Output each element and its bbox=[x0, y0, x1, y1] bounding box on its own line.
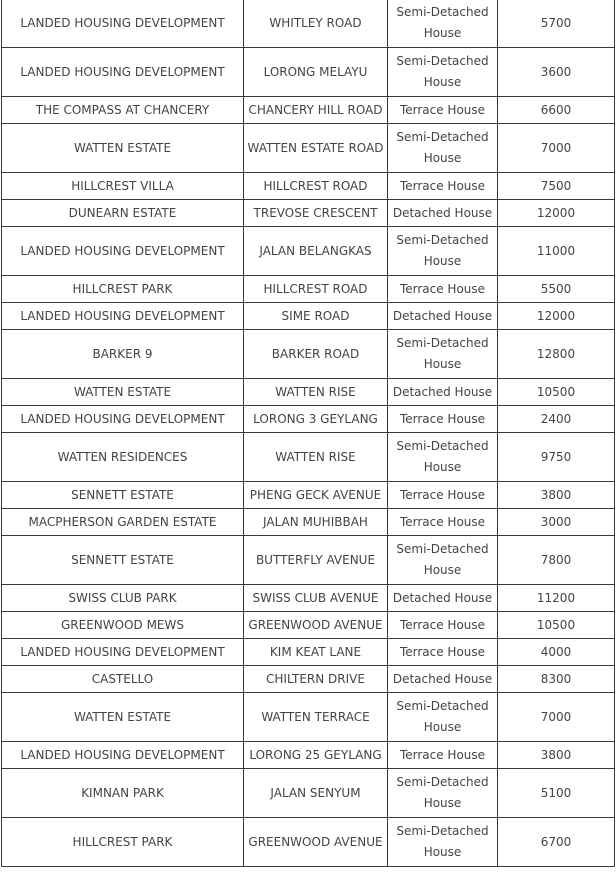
project-name-cell: HILLCREST PARK bbox=[2, 818, 244, 867]
land-area-cell: 5100 bbox=[498, 769, 615, 818]
property-type-cell bbox=[388, 639, 498, 666]
table-row bbox=[2, 509, 615, 536]
property-type-line: Terrace House bbox=[399, 487, 486, 502]
project-name-cell: DUNEARN ESTATE bbox=[2, 200, 244, 227]
property-type-cell bbox=[388, 303, 498, 330]
street-name-cell: LORONG 3 GEYLANG bbox=[244, 406, 388, 433]
table-row bbox=[2, 227, 615, 276]
project-name-cell: THE COMPASS AT CHANCERY bbox=[2, 97, 244, 124]
property-type-cell bbox=[388, 742, 498, 769]
property-type-cell bbox=[388, 693, 498, 742]
street-name-cell: HILLCREST ROAD bbox=[244, 276, 388, 303]
project-name-cell: LANDED HOUSING DEVELOPMENT bbox=[2, 48, 244, 97]
street-name-cell: HILLCREST ROAD bbox=[244, 173, 388, 200]
property-type-line: House bbox=[423, 720, 462, 734]
property-type-line: Semi-Detached bbox=[396, 542, 489, 556]
property-type-cell bbox=[388, 585, 498, 612]
property-type-line: House bbox=[423, 75, 462, 89]
project-name-cell: GREENWOOD MEWS bbox=[2, 612, 244, 639]
project-name-cell: LANDED HOUSING DEVELOPMENT bbox=[2, 742, 244, 769]
project-name-cell: BARKER 9 bbox=[2, 330, 244, 379]
property-type-line: Terrace House bbox=[399, 617, 486, 632]
table-row bbox=[2, 693, 615, 742]
street-name-cell: JALAN SENYUM bbox=[244, 769, 388, 818]
land-area-cell: 9750 bbox=[498, 433, 615, 482]
property-type-cell bbox=[388, 482, 498, 509]
property-type-cell bbox=[388, 612, 498, 639]
property-type-line: Semi-Detached bbox=[396, 233, 489, 247]
street-name-cell: WATTEN TERRACE bbox=[244, 693, 388, 742]
table-row bbox=[2, 666, 615, 693]
property-type-cell bbox=[388, 227, 498, 276]
land-area-cell: 6700 bbox=[498, 818, 615, 867]
land-area-cell: 12800 bbox=[498, 330, 615, 379]
property-type-line: Semi-Detached bbox=[396, 336, 489, 350]
street-name-cell: PHENG GECK AVENUE bbox=[244, 482, 388, 509]
property-table bbox=[1, 0, 615, 867]
property-type-cell bbox=[388, 48, 498, 97]
land-area-cell: 3800 bbox=[498, 742, 615, 769]
table-row bbox=[2, 639, 615, 666]
table-row bbox=[2, 406, 615, 433]
property-type-line: Detached House bbox=[392, 205, 493, 220]
street-name-cell: KIM KEAT LANE bbox=[244, 639, 388, 666]
property-type-line: House bbox=[423, 26, 462, 40]
property-type-cell bbox=[388, 769, 498, 818]
property-type-line: House bbox=[423, 460, 462, 474]
land-area-cell: 10500 bbox=[498, 379, 615, 406]
project-name-cell: CASTELLO bbox=[2, 666, 244, 693]
land-area-cell: 7800 bbox=[498, 536, 615, 585]
project-name-cell: MACPHERSON GARDEN ESTATE bbox=[2, 509, 244, 536]
table-row bbox=[2, 769, 615, 818]
street-name-cell: BUTTERFLY AVENUE bbox=[244, 536, 388, 585]
table-row bbox=[2, 276, 615, 303]
property-type-line: Detached House bbox=[392, 671, 493, 686]
project-name-cell: LANDED HOUSING DEVELOPMENT bbox=[2, 639, 244, 666]
land-area-cell: 5700 bbox=[498, 0, 615, 48]
table-row bbox=[2, 536, 615, 585]
street-name-cell: BARKER ROAD bbox=[244, 330, 388, 379]
property-type-line: Terrace House bbox=[399, 644, 486, 659]
land-area-cell: 3000 bbox=[498, 509, 615, 536]
table-row bbox=[2, 200, 615, 227]
property-type-cell bbox=[388, 97, 498, 124]
land-area-cell: 4000 bbox=[498, 639, 615, 666]
street-name-cell: JALAN MUHIBBAH bbox=[244, 509, 388, 536]
project-name-cell: LANDED HOUSING DEVELOPMENT bbox=[2, 406, 244, 433]
table-row bbox=[2, 818, 615, 867]
project-name-cell: LANDED HOUSING DEVELOPMENT bbox=[2, 227, 244, 276]
property-type-line: House bbox=[423, 254, 462, 268]
property-type-line: Semi-Detached bbox=[396, 699, 489, 713]
property-type-cell bbox=[388, 406, 498, 433]
table-row bbox=[2, 124, 615, 173]
property-type-cell bbox=[388, 330, 498, 379]
property-type-line: Detached House bbox=[392, 384, 493, 399]
property-type-cell bbox=[388, 173, 498, 200]
property-type-line: Semi-Detached bbox=[396, 54, 489, 68]
project-name-cell: WATTEN RESIDENCES bbox=[2, 433, 244, 482]
street-name-cell: LORONG 25 GEYLANG bbox=[244, 742, 388, 769]
table-row bbox=[2, 303, 615, 330]
project-name-cell: SWISS CLUB PARK bbox=[2, 585, 244, 612]
street-name-cell: WATTEN RISE bbox=[244, 379, 388, 406]
property-type-line: Terrace House bbox=[399, 411, 486, 426]
land-area-cell: 8300 bbox=[498, 666, 615, 693]
property-type-cell bbox=[388, 124, 498, 173]
project-name-cell: LANDED HOUSING DEVELOPMENT bbox=[2, 0, 244, 48]
property-type-line: Detached House bbox=[392, 590, 493, 605]
property-type-line: House bbox=[423, 151, 462, 165]
property-type-cell bbox=[388, 818, 498, 867]
table-row bbox=[2, 482, 615, 509]
project-name-cell: HILLCREST PARK bbox=[2, 276, 244, 303]
street-name-cell: JALAN BELANGKAS bbox=[244, 227, 388, 276]
property-type-cell bbox=[388, 276, 498, 303]
property-type-line: Terrace House bbox=[399, 514, 486, 529]
property-type-cell bbox=[388, 666, 498, 693]
property-type-line: House bbox=[423, 796, 462, 810]
table-body bbox=[2, 0, 615, 867]
land-area-cell: 3800 bbox=[498, 482, 615, 509]
project-name-cell: WATTEN ESTATE bbox=[2, 693, 244, 742]
street-name-cell: LORONG MELAYU bbox=[244, 48, 388, 97]
street-name-cell: CHILTERN DRIVE bbox=[244, 666, 388, 693]
project-name-cell: SENNETT ESTATE bbox=[2, 482, 244, 509]
street-name-cell: WATTEN ESTATE ROAD bbox=[244, 124, 388, 173]
table-row bbox=[2, 97, 615, 124]
property-type-line: House bbox=[423, 357, 462, 371]
street-name-cell: WATTEN RISE bbox=[244, 433, 388, 482]
land-area-cell: 11200 bbox=[498, 585, 615, 612]
table-row bbox=[2, 330, 615, 379]
property-type-line: Semi-Detached bbox=[396, 439, 489, 453]
street-name-cell: GREENWOOD AVENUE bbox=[244, 818, 388, 867]
land-area-cell: 7000 bbox=[498, 693, 615, 742]
table-row bbox=[2, 612, 615, 639]
property-type-line: Semi-Detached bbox=[396, 5, 489, 19]
project-name-cell: SENNETT ESTATE bbox=[2, 536, 244, 585]
project-name-cell: WATTEN ESTATE bbox=[2, 124, 244, 173]
land-area-cell: 10500 bbox=[498, 612, 615, 639]
street-name-cell: GREENWOOD AVENUE bbox=[244, 612, 388, 639]
property-type-cell bbox=[388, 200, 498, 227]
street-name-cell: SWISS CLUB AVENUE bbox=[244, 585, 388, 612]
property-type-line: House bbox=[423, 845, 462, 859]
street-name-cell: SIME ROAD bbox=[244, 303, 388, 330]
property-type-line: Semi-Detached bbox=[396, 130, 489, 144]
property-type-cell bbox=[388, 536, 498, 585]
table-row bbox=[2, 585, 615, 612]
property-type-cell bbox=[388, 379, 498, 406]
land-area-cell: 12000 bbox=[498, 303, 615, 330]
table-row bbox=[2, 48, 615, 97]
land-area-cell: 2400 bbox=[498, 406, 615, 433]
property-type-line: Terrace House bbox=[399, 747, 486, 762]
table-row bbox=[2, 0, 615, 48]
land-area-cell: 3600 bbox=[498, 48, 615, 97]
land-area-cell: 6600 bbox=[498, 97, 615, 124]
property-type-line: Detached House bbox=[392, 308, 493, 323]
project-name-cell: LANDED HOUSING DEVELOPMENT bbox=[2, 303, 244, 330]
land-area-cell: 7500 bbox=[498, 173, 615, 200]
property-type-line: Semi-Detached bbox=[396, 775, 489, 789]
table-row bbox=[2, 742, 615, 769]
street-name-cell: WHITLEY ROAD bbox=[244, 0, 388, 48]
project-name-cell: WATTEN ESTATE bbox=[2, 379, 244, 406]
table-row bbox=[2, 433, 615, 482]
project-name-cell: KIMNAN PARK bbox=[2, 769, 244, 818]
land-area-cell: 11000 bbox=[498, 227, 615, 276]
property-type-line: Semi-Detached bbox=[396, 824, 489, 838]
table-row bbox=[2, 379, 615, 406]
property-type-line: Terrace House bbox=[399, 178, 486, 193]
property-type-cell bbox=[388, 0, 498, 48]
street-name-cell: TREVOSE CRESCENT bbox=[244, 200, 388, 227]
property-type-cell bbox=[388, 509, 498, 536]
land-area-cell: 7000 bbox=[498, 124, 615, 173]
property-type-line: House bbox=[423, 563, 462, 577]
property-type-line: Terrace House bbox=[399, 281, 486, 296]
project-name-cell: HILLCREST VILLA bbox=[2, 173, 244, 200]
property-type-line: Terrace House bbox=[399, 102, 486, 117]
property-type-cell bbox=[388, 433, 498, 482]
table-row bbox=[2, 173, 615, 200]
street-name-cell: CHANCERY HILL ROAD bbox=[244, 97, 388, 124]
land-area-cell: 5500 bbox=[498, 276, 615, 303]
land-area-cell: 12000 bbox=[498, 200, 615, 227]
